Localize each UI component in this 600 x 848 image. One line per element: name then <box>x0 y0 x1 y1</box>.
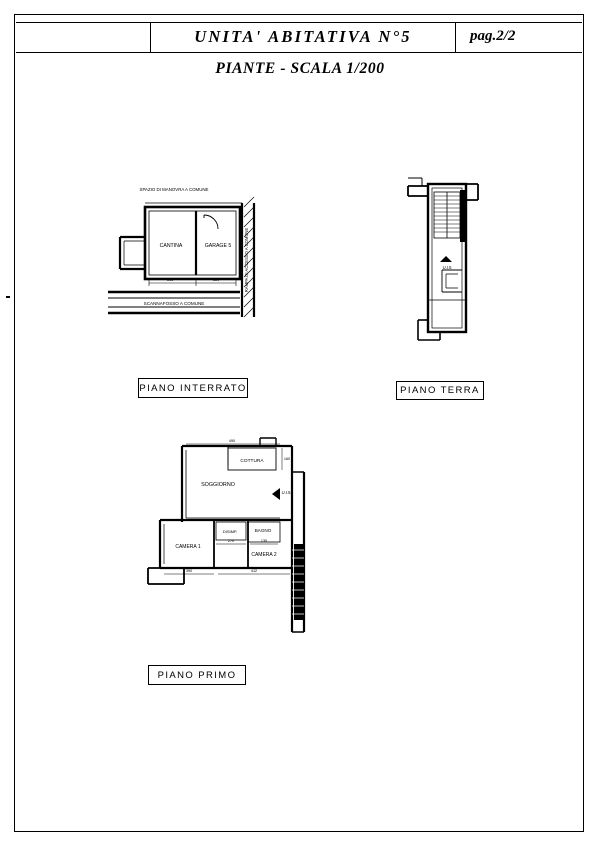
label-rampa-accesso: RAMPA DI ACCESSO A COMUNE <box>244 227 249 293</box>
dim-primo-4: 135 <box>260 539 268 543</box>
margin-tick <box>6 296 10 298</box>
page-number: pag.2/2 <box>470 28 516 44</box>
piano-primo-drawing <box>140 432 330 652</box>
caption-piano-terra-text: PIANO TERRA <box>400 385 480 396</box>
sheet-border <box>14 14 584 832</box>
label-soggiorno: SOGGIORNO <box>201 482 235 488</box>
caption-piano-primo-text: PIANO PRIMO <box>157 669 237 681</box>
label-ui5-primo: U.I.5 <box>281 490 291 495</box>
dim-primo-6: 412 <box>250 569 258 573</box>
caption-piano-terra <box>396 381 484 400</box>
dim-primo-3: 270 <box>227 539 235 543</box>
plan-piano-terra <box>400 170 510 360</box>
label-camera-1: CAMERA 1 <box>175 544 201 550</box>
dim-interrato-1: 311 <box>166 277 174 282</box>
plan-piano-primo <box>140 432 330 652</box>
title-block <box>150 22 456 52</box>
dim-primo-1: 490 <box>228 439 236 443</box>
label-garage: GARAGE 5 <box>204 243 232 249</box>
title-rule-bottom <box>16 52 582 53</box>
caption-piano-interrato-text: PIANO INTERRATO <box>139 382 247 394</box>
label-ui5-terra: U.I.5 <box>442 265 452 270</box>
dim-primo-5: 390 <box>185 569 193 573</box>
piano-terra-drawing <box>400 170 510 360</box>
dim-primo-2: 160 <box>283 457 291 461</box>
caption-piano-primo <box>148 665 246 685</box>
document-subtitle: PIANTE - SCALA 1/200 <box>215 60 385 77</box>
label-spazio-manovra: SPAZIO DI MANOVRA A COMUNE <box>139 187 209 192</box>
plan-piano-interrato <box>108 185 298 355</box>
label-cottura: COTTURA <box>240 459 264 464</box>
label-camera-2: CAMERA 2 <box>251 552 277 558</box>
dim-interrato-2: 389 <box>212 277 220 282</box>
label-scannafosso: SCANNAFOSSO A COMUNE <box>143 301 205 306</box>
document-title: UNITA' ABITATIVA N°5 <box>194 27 412 46</box>
caption-piano-interrato <box>138 378 248 398</box>
label-disimp: DISIMP. <box>222 529 238 534</box>
label-cantina: CANTINA <box>159 243 183 249</box>
label-bagno: BAGNO <box>254 528 272 533</box>
piano-interrato-drawing <box>108 185 298 355</box>
